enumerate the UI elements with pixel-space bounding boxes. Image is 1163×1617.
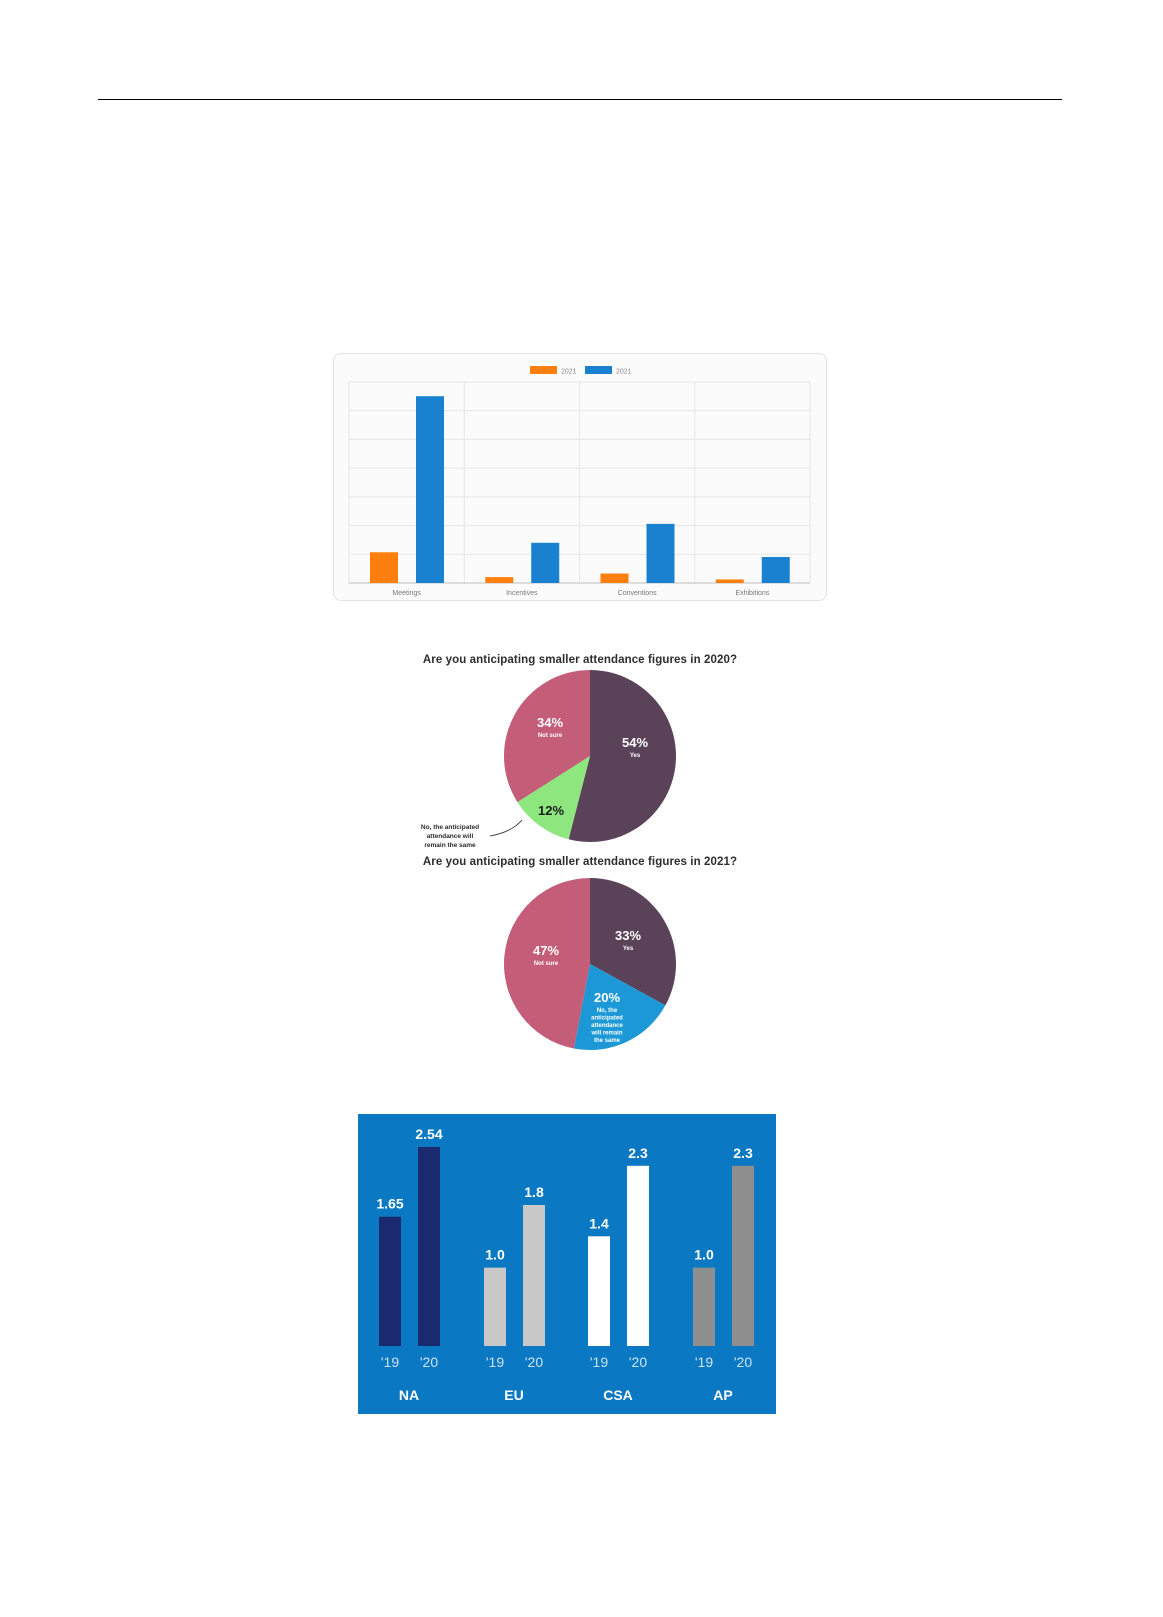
legend-swatch <box>585 366 612 374</box>
year-tick-label: '20 <box>628 1354 648 1370</box>
chart-bar-regions-svg <box>358 1114 776 1414</box>
x-tick-label: Exhibitions <box>735 590 770 597</box>
year-tick-label: '20 <box>524 1354 544 1370</box>
pie-slice-label: Not sure <box>537 733 563 739</box>
chart-bar-regions <box>358 1114 776 1414</box>
x-tick-label: Meetings <box>392 590 421 597</box>
bar-na-20 <box>418 1147 440 1346</box>
pie-slice-label: will remain <box>591 1030 623 1037</box>
chart-bar-categories <box>333 353 827 601</box>
bar-csa-20 <box>627 1166 649 1346</box>
pie-pct-label: 54% <box>621 735 649 750</box>
x-tick-label: Incentives <box>506 590 538 597</box>
bar-meetings-0 <box>370 552 398 583</box>
pie-slice-label: Yes <box>629 753 641 759</box>
pie-slice-label: Yes <box>622 946 634 952</box>
pie-pct-label: 12% <box>537 803 565 818</box>
year-tick-label: '19 <box>694 1354 714 1370</box>
bar-conventions-1 <box>647 524 675 583</box>
bar-exhibitions-0 <box>716 579 744 583</box>
pie-pct-label: 20% <box>593 990 621 1005</box>
bar-incentives-1 <box>531 543 559 583</box>
bar-value-label: 1.0 <box>485 1246 505 1263</box>
top-rule <box>98 99 1062 100</box>
chart-bar-categories-svg <box>334 354 826 600</box>
region-label: EU <box>504 1387 524 1403</box>
bar-ap-19 <box>693 1268 715 1346</box>
leader-line <box>490 820 522 836</box>
pie-slice-label: anticipated <box>591 1015 623 1022</box>
bar-value-label: 1.0 <box>694 1246 714 1263</box>
bar-value-label: 2.3 <box>733 1144 753 1161</box>
bar-conventions-0 <box>601 574 629 583</box>
pie-slice-label: Not sure <box>533 961 559 967</box>
pie-slice-label: No, the <box>596 1008 618 1014</box>
pie-external-label: remain the same <box>424 842 476 849</box>
legend-label: 2021 <box>561 368 577 376</box>
pie-2021-title: Are you anticipating smaller attendance figures in 2021? <box>422 856 738 868</box>
pie-2020-svg <box>420 670 720 850</box>
bar-incentives-0 <box>485 577 513 583</box>
year-tick-label: '20 <box>733 1354 753 1370</box>
bar-csa-19 <box>588 1236 610 1346</box>
bar-eu-19 <box>484 1268 506 1346</box>
region-label: AP <box>713 1387 733 1403</box>
region-label: NA <box>398 1387 420 1403</box>
pie-pct-label: 47% <box>532 943 560 958</box>
pie-external-label: No, the anticipated <box>420 824 480 831</box>
bar-meetings-1 <box>416 396 444 583</box>
bar-value-label: 1.65 <box>376 1195 404 1212</box>
legend-swatch <box>530 366 557 374</box>
year-tick-label: '19 <box>485 1354 505 1370</box>
pie-pct-label: 34% <box>536 715 564 730</box>
bar-ap-20 <box>732 1166 754 1346</box>
year-tick-label: '19 <box>589 1354 609 1370</box>
year-tick-label: '20 <box>419 1354 439 1370</box>
bar-eu-20 <box>523 1205 545 1346</box>
bar-value-label: 2.54 <box>415 1126 443 1142</box>
bar-value-label: 1.4 <box>589 1215 609 1232</box>
legend-label: 2021 <box>616 368 632 376</box>
pie-slice-label: the same <box>593 1038 621 1044</box>
x-tick-label: Conventions <box>617 590 657 597</box>
pie-external-label: attendance will <box>426 833 474 840</box>
pie-pct-label: 33% <box>614 928 642 943</box>
bar-value-label: 2.3 <box>628 1144 648 1161</box>
bar-value-label: 1.8 <box>524 1183 544 1200</box>
year-tick-label: '19 <box>380 1354 400 1370</box>
region-label: CSA <box>603 1387 633 1403</box>
pie-slice-label: attendance <box>591 1023 623 1029</box>
pie-2021-svg <box>420 876 720 1061</box>
pie-2020-title: Are you anticipating smaller attendance figures in 2020? <box>422 654 738 666</box>
bar-exhibitions-1 <box>762 557 790 583</box>
bar-na-19 <box>379 1217 401 1346</box>
